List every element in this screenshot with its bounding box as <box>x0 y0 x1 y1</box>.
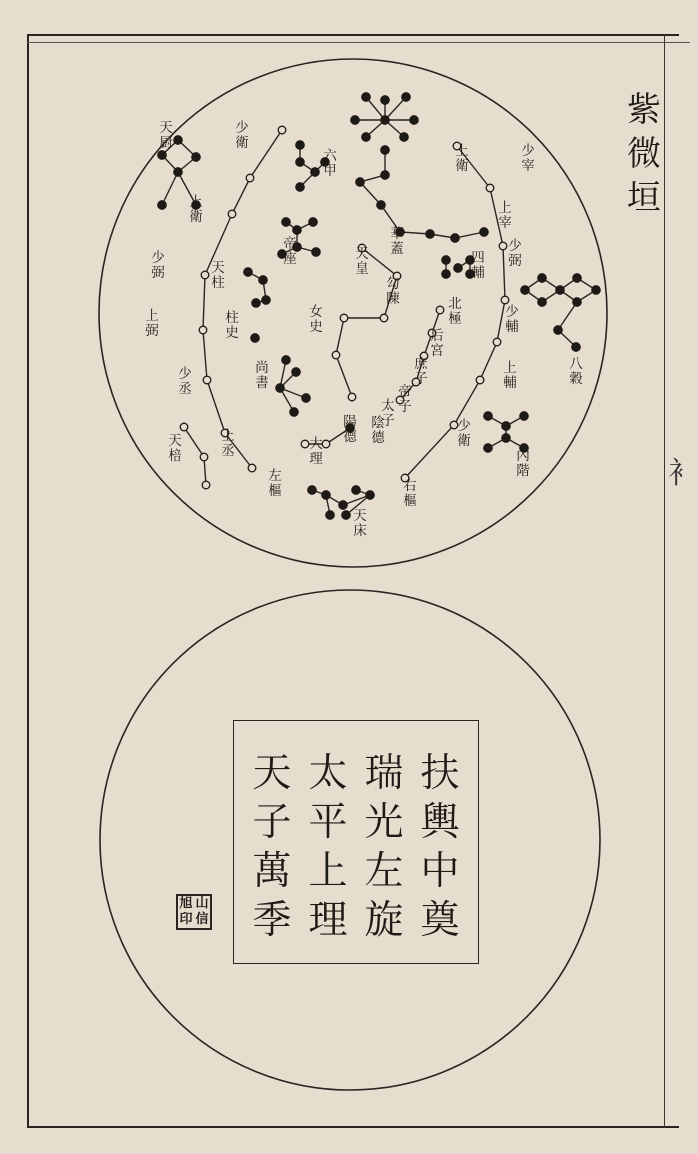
filled-star <box>572 343 580 351</box>
inscription-column-1 <box>416 749 464 945</box>
star-label-liujia: 六甲 <box>323 148 337 179</box>
seal-char: 山 <box>195 896 209 911</box>
star-label-taizi: 太子 <box>381 398 395 429</box>
filled-star <box>352 486 360 494</box>
filled-star <box>296 141 304 149</box>
filled-star <box>351 116 359 124</box>
filled-star <box>426 230 434 238</box>
star-label-shangfu-r: 上輔 <box>503 360 517 391</box>
filled-star <box>377 201 385 209</box>
filled-star <box>538 274 546 282</box>
hollow-star <box>348 393 356 401</box>
inscription-column-3 <box>304 749 352 945</box>
filled-star <box>451 234 459 242</box>
filled-star <box>339 501 347 509</box>
filled-star <box>381 96 389 104</box>
hollow-star <box>499 242 507 250</box>
star-label-sifu: 四輔 <box>471 250 485 281</box>
star-label-shaobi: 少弼 <box>151 250 165 281</box>
hollow-star <box>180 423 188 431</box>
filled-star <box>296 183 304 191</box>
filled-star <box>312 248 320 256</box>
inscription-column-2 <box>360 749 408 945</box>
star-label-tianzhu: 天柱 <box>211 260 225 291</box>
filled-star <box>252 299 260 307</box>
hollow-star <box>202 481 210 489</box>
hollow-star <box>278 126 286 134</box>
filled-star <box>282 218 290 226</box>
filled-star <box>342 511 350 519</box>
filled-star <box>309 218 317 226</box>
hollow-star <box>493 338 501 346</box>
filled-star <box>484 444 492 452</box>
filled-star <box>480 228 488 236</box>
star-label-shangzai: 上宰 <box>498 200 512 231</box>
heading-char-2: 微 <box>627 134 661 175</box>
hollow-star <box>201 271 209 279</box>
filled-star <box>293 226 301 234</box>
star-label-gouchen: 勾陳 <box>386 276 400 307</box>
star-label-shangcheng: 上丞 <box>221 428 235 459</box>
inscription-char: 中 <box>420 849 460 894</box>
star-label-tianchuang: 天床 <box>353 508 367 539</box>
inscription-column-4 <box>248 749 296 945</box>
filled-star <box>502 422 510 430</box>
filled-star <box>454 264 462 272</box>
filled-star <box>592 286 600 294</box>
inscription-box <box>233 720 479 964</box>
filled-star <box>362 133 370 141</box>
star-label-shaozai: 少宰 <box>521 143 535 174</box>
filled-star <box>381 116 389 124</box>
hollow-star <box>340 314 348 322</box>
hollow-star <box>200 453 208 461</box>
filled-star <box>174 168 182 176</box>
hollow-star <box>501 296 509 304</box>
constellation-line <box>336 318 384 397</box>
star-label-shaobi-r: 少弼 <box>508 238 522 269</box>
star-label-shaowei-r: 少衛 <box>457 418 471 449</box>
inscription-char: 理 <box>308 898 348 943</box>
filled-star <box>262 296 270 304</box>
filled-star <box>381 146 389 154</box>
seal-char: 印 <box>179 912 193 927</box>
filled-star <box>538 298 546 306</box>
hollow-star <box>228 210 236 218</box>
hollow-star <box>486 184 494 192</box>
filled-star <box>311 168 319 176</box>
star-label-zuoshu: 左樞 <box>268 468 282 499</box>
hollow-star <box>380 314 388 322</box>
filled-star <box>251 334 259 342</box>
filled-star <box>158 151 166 159</box>
inscription-char: 輿 <box>420 800 460 845</box>
filled-star <box>573 298 581 306</box>
hollow-star <box>436 306 444 314</box>
filled-star <box>502 434 510 442</box>
inscription-char: 左 <box>364 849 404 894</box>
filled-star <box>282 356 290 364</box>
filled-star <box>362 93 370 101</box>
hollow-star <box>301 440 309 448</box>
filled-star <box>442 256 450 264</box>
star-label-shangbi: 上弼 <box>145 308 159 339</box>
star-label-zhushi: 柱史 <box>225 310 239 341</box>
star-label-shaofu-r: 少輔 <box>505 304 519 335</box>
inscription-char: 天 <box>252 751 292 796</box>
hollow-star <box>246 174 254 182</box>
star-label-nushi: 女史 <box>309 304 323 335</box>
seal-char: 旭 <box>179 896 193 911</box>
filled-star <box>520 412 528 420</box>
filled-star <box>296 158 304 166</box>
inscription-char: 旋 <box>364 898 404 943</box>
inscription-char: 平 <box>308 800 348 845</box>
constellation-line <box>558 302 577 347</box>
star-label-shaowei-l: 少衛 <box>235 120 249 151</box>
filled-star <box>402 93 410 101</box>
filled-star <box>326 511 334 519</box>
hollow-star <box>199 326 207 334</box>
star-label-hougong: 后宮 <box>430 328 444 359</box>
filled-star <box>292 368 300 376</box>
inscription-char: 瑞 <box>364 751 404 796</box>
filled-star <box>554 326 562 334</box>
star-label-huagai: 華蓋 <box>390 226 404 257</box>
filled-star <box>400 133 408 141</box>
star-label-shangshu: 尚書 <box>255 360 269 391</box>
inscription-char: 子 <box>252 800 292 845</box>
filled-star <box>192 153 200 161</box>
star-label-neijie: 內階 <box>516 448 530 479</box>
star-label-shangwei-r: 上衛 <box>455 143 469 174</box>
filled-star <box>302 394 310 402</box>
star-label-shuzi: 庶子 <box>414 356 428 387</box>
filled-star <box>521 286 529 294</box>
hollow-star <box>203 376 211 384</box>
constellation-line <box>162 172 178 205</box>
filled-star <box>410 116 418 124</box>
inscription-char: 季 <box>252 898 292 943</box>
filled-star <box>442 270 450 278</box>
inscription-char: 上 <box>308 849 348 894</box>
filled-star <box>556 286 564 294</box>
star-label-shaocheng: 少丞 <box>178 366 192 397</box>
filled-star <box>244 268 252 276</box>
filled-star <box>308 486 316 494</box>
filled-star <box>484 412 492 420</box>
filled-star <box>356 178 364 186</box>
star-label-shangwei-l: 上衛 <box>189 194 203 225</box>
filled-star <box>290 408 298 416</box>
filled-star <box>276 384 284 392</box>
inscription-char: 奠 <box>420 898 460 943</box>
star-label-bagu: 八穀 <box>569 356 583 387</box>
filled-star <box>366 491 374 499</box>
inscription-char: 太 <box>308 751 348 796</box>
inscription-char: 扶 <box>420 751 460 796</box>
star-label-dizi: 帝子 <box>398 384 412 415</box>
star-label-youshu: 右樞 <box>403 478 417 509</box>
filled-star <box>573 274 581 282</box>
seal-stamp <box>176 894 212 930</box>
star-label-yangde: 陽德 <box>343 414 357 445</box>
star-label-beiji: 北極 <box>448 296 462 327</box>
inscription-char: 萬 <box>252 849 292 894</box>
seal-char: 信 <box>195 912 209 927</box>
hollow-star <box>476 376 484 384</box>
filled-star <box>259 276 267 284</box>
inscription-char: 光 <box>364 800 404 845</box>
filled-star <box>174 136 182 144</box>
filled-star <box>381 171 389 179</box>
hollow-star <box>322 440 330 448</box>
star-label-tianhuang: 天皇 <box>355 246 369 277</box>
star-label-tianbang: 天棓 <box>168 433 182 464</box>
heading-char-1: 紫 <box>627 90 661 130</box>
star-label-yinde: 陰德 <box>371 415 385 446</box>
filled-star <box>322 491 330 499</box>
filled-star <box>158 201 166 209</box>
hollow-star <box>332 351 340 359</box>
star-label-dali: 大理 <box>309 436 323 467</box>
hollow-star <box>248 464 256 472</box>
edge-glyph: 衤 <box>668 456 698 491</box>
star-label-dizuo: 帝座 <box>283 236 297 267</box>
heading-char-3: 垣 <box>627 178 661 219</box>
star-label-tianchu: 天厨 <box>159 120 173 151</box>
